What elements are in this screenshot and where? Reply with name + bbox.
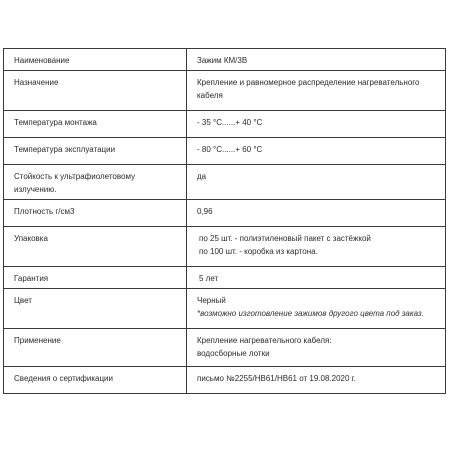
table-row — [4, 138, 446, 165]
row-value-application — [187, 329, 446, 367]
row-label-certification: Сведения о сертификации — [4, 367, 187, 394]
row-label-application: Применение — [4, 329, 187, 367]
table-row — [4, 111, 446, 138]
packaging-line-2: по 100 шт. - коробка из картона. — [199, 247, 318, 256]
row-label-purpose: Назначение — [4, 71, 187, 111]
table-row — [4, 267, 446, 289]
application-line-2: водосборные лотки — [197, 349, 270, 358]
row-value-install-temp: - 35 °С......+ 40 °С — [187, 111, 446, 138]
table-row — [4, 329, 446, 367]
row-label-name: Наименование — [4, 49, 187, 71]
color-value: Черный — [197, 296, 226, 305]
row-value-certification: письмо №2255/НВ61/НВ61 от 19.08.2020 г. — [187, 367, 446, 394]
row-value-packaging — [187, 227, 446, 267]
row-value-purpose: Крепление и равномерное распределение нагревательного кабеля — [187, 71, 446, 111]
table-row — [4, 165, 446, 200]
row-label-uv-resistance: Стойкость к ультрафиолетовому излучению. — [4, 165, 187, 200]
color-note: *возможно изготовление зажимов другого цвета под заказ. — [197, 309, 424, 318]
row-value-warranty — [187, 267, 446, 289]
row-value-uv-resistance: да — [187, 165, 446, 200]
row-value-name: Зажим КМ/3В — [187, 49, 446, 71]
table-row — [4, 49, 446, 71]
row-value-density: 0,96 — [187, 200, 446, 227]
table-row — [4, 200, 446, 227]
packaging-line-1: по 25 шт. - полиэтиленовый пакет с застёжкой — [199, 234, 371, 243]
table-row — [4, 227, 446, 267]
application-line-1: Крепление нагревательного кабеля: — [197, 336, 332, 345]
row-value-color — [187, 289, 446, 329]
table-row — [4, 289, 446, 329]
row-label-color: Цвет — [4, 289, 187, 329]
table-row — [4, 71, 446, 111]
row-label-operating-temp: Температура эксплуатации — [4, 138, 187, 165]
warranty-value: 5 лет — [199, 274, 219, 283]
row-label-density: Плотность г/см3 — [4, 200, 187, 227]
row-label-warranty: Гарантия — [4, 267, 187, 289]
row-label-packaging: Упаковка — [4, 227, 187, 267]
row-value-operating-temp: - 80 °С......+ 60 °С — [187, 138, 446, 165]
row-label-install-temp: Температура монтажа — [4, 111, 187, 138]
specification-table — [3, 48, 446, 394]
table-row — [4, 367, 446, 394]
